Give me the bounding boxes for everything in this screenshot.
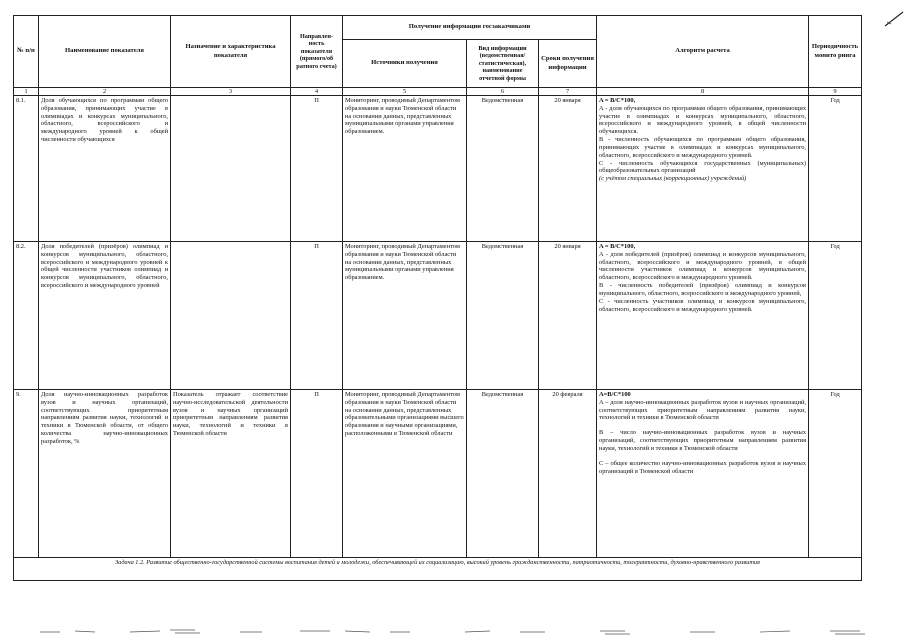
algorithm-line: A – доля научно-инновационных разработок вузов и научных организаций, соответствующих приоритетным направлениям развития науки, технологий и техники в Тюменской области	[599, 398, 807, 422]
row-number: 9.	[14, 390, 39, 558]
indicator-direction: П	[291, 96, 343, 242]
column-number: 2	[39, 88, 171, 96]
indicator-purpose: Показатель отражает соответствие научно-исследовательской деятельности вузов и научных организаций приоритетным направлениям развития науки, технологий и техники в Тюменской области	[171, 390, 291, 558]
header-algorithm: Алгоритм расчета	[597, 16, 809, 88]
info-deadline: 20 января	[539, 242, 597, 390]
task-heading: Задача 1.2. Развитие общественно-государственной системы воспитания детей и молодежи, обеспечивающей их социализацию, высокий уровень гражданственности, патриотичности, толерантности, духовно-нравственного развития	[14, 558, 862, 581]
column-number: 4	[291, 88, 343, 96]
calculation-algorithm	[597, 96, 809, 242]
indicator-purpose	[171, 242, 291, 390]
indicator-direction: П	[291, 390, 343, 558]
column-number: 5	[343, 88, 467, 96]
header-sources: Источники получения	[343, 40, 467, 88]
column-number: 6	[467, 88, 539, 96]
indicator-name: Доля победителей (призёров) олимпиад и конкурсов муниципального, областного, всероссийского и международного уровней к общей численности участников олимпиад и конкурсов муниципального, областного, всероссийского и международного уровней	[39, 242, 171, 390]
column-number: 3	[171, 88, 291, 96]
header-num: № п/п	[14, 16, 39, 88]
info-type: Ведомственная	[467, 96, 539, 242]
indicator-table	[13, 15, 862, 581]
algorithm-line: B – число научно-инновационных разработок вузов и научных организаций, соответствующих приоритетным направлениям развития науки, технологий и техники в Тюменской области	[599, 429, 807, 452]
header-info-type: Вид информации (ведомственная/ статистическая), наименование отчетной формы	[467, 40, 539, 88]
info-type: Ведомственная	[467, 390, 539, 558]
monitoring-period: Год	[809, 242, 862, 390]
header-direction: Направлен-ность показателя (прямого/об ратного счета)	[291, 16, 343, 88]
row-number: 8.2.	[14, 242, 39, 390]
corner-pen-mark	[883, 10, 905, 30]
info-deadline: 20 февраля	[539, 390, 597, 558]
algorithm-line: B - численность победителей (призёров) олимпиад и конкурсов муниципального, областного, всероссийского и международного уровней,	[599, 282, 807, 297]
calculation-algorithm	[597, 242, 809, 390]
task-row	[14, 558, 862, 581]
indicator-name: Доля обучающихся по программам общего образования, принимающих участие в олимпиадах и конкурсах муниципального, областного, всероссийского и международного уровней к общей численности обучающихся	[39, 96, 171, 242]
formula: A = B/C*100,	[599, 97, 636, 104]
info-deadline: 20 января	[539, 96, 597, 242]
column-number: 1	[14, 88, 39, 96]
algorithm-line: A - доля обучающихся по программам общего образования, принимающих участие в олимпиадах и конкурсах муниципального, областного, всероссийского и международного уровней, в общей численности обучающихся.	[599, 104, 807, 136]
table-row	[14, 96, 862, 242]
algorithm-line: C - численность участников олимпиад и конкурсов муниципального, областного, всероссийского и международного уровней.	[599, 297, 807, 313]
info-source: Мониторинг, проводимый Департаментом образования и науки Тюменской области на основании данных, представленных муниципальными органами управления образованием.	[343, 96, 467, 242]
footer-scan-artifacts	[0, 626, 905, 638]
indicator-name: Доля научно-инновационных разработок вузов и научных организаций, соответствующих приоритетным направлениям развития науки, технологий и техники в Тюменской области, от общего количества научно-инновационных разработок, %	[39, 390, 171, 558]
column-number-row	[14, 88, 862, 96]
algorithm-line: A - доля победителей (призёров) олимпиад и конкурсов муниципального, областного, всероссийского и международного уровней, в общей численности участников олимпиад и конкурсов муниципального, областного, всероссийского и международного уровней.	[599, 250, 807, 282]
column-number: 8	[597, 88, 809, 96]
row-number: 8.1.	[14, 96, 39, 242]
header-name: Наименование показателя	[39, 16, 171, 88]
algorithm-line: B - численность обучающихся по программам общего образования, принимающих участие в олимпиадах и конкурсах муниципального, областного, всероссийского и международного уровней.	[599, 136, 807, 159]
column-number: 7	[539, 88, 597, 96]
indicator-purpose	[171, 96, 291, 242]
info-source: Мониторинг, проводимый Департаментом образования и науки Тюменской области на основании данных, представленных образовательными организациями высшего образования и научными организациями, расположенными в Тюменской области	[343, 390, 467, 558]
column-number: 9	[809, 88, 862, 96]
info-type: Ведомственная	[467, 242, 539, 390]
table-row	[14, 390, 862, 558]
info-source: Мониторинг, проводимый Департаментом образования и науки Тюменской области на основании данных, представленных муниципальными органами управления образованием.	[343, 242, 467, 390]
algorithm-line: C – общее количество научно-инновационных разработок вузов и научных организаций в Тюменской области	[599, 459, 807, 475]
header-deadline: Сроки получения информации	[539, 40, 597, 88]
monitoring-period: Год	[809, 390, 862, 558]
indicator-direction: П	[291, 242, 343, 390]
monitoring-period: Год	[809, 96, 862, 242]
algorithm-note: (с учётом специальных (коррекционных) учреждений)	[599, 175, 747, 183]
header-purpose: Назначение и характеристика показателя	[171, 16, 291, 88]
formula: A = B/C*100,	[599, 243, 636, 250]
formula: A=B/C*100	[599, 391, 631, 398]
calculation-algorithm	[597, 390, 809, 558]
algorithm-line: C - численность обучающихся государственных (муниципальных) общеобразовательных организаций	[599, 159, 807, 175]
header-period: Периодичность монито ринга	[809, 16, 862, 88]
header-info-group: Получение информации госзаказчиками	[343, 16, 597, 40]
table-row	[14, 242, 862, 390]
